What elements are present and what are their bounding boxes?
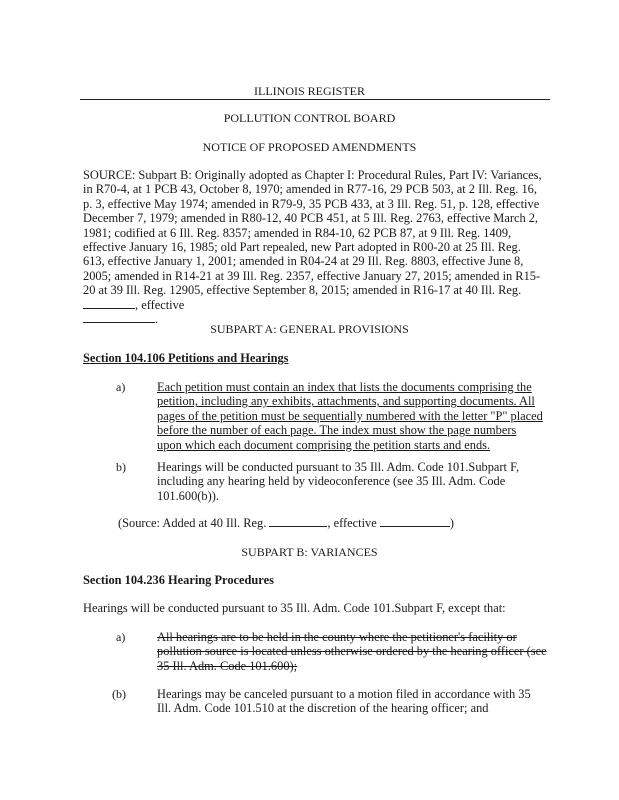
source-note-prefix: (Source: Added at 40 Ill. Reg. [118,516,267,530]
subpart-a-heading: SUBPART A: GENERAL PROVISIONS [210,322,409,336]
item-marker: a) [116,630,126,644]
source-text: SOURCE: Subpart B: Originally adopted as Chapter I: Procedural Rules, Part IV: Variances, in R70-4, at 1 PCB 43, October 8, 1970; amended in R77-16, 29 PCB 503, at 2 Ill. Reg. 16, p. 3, effective May 1974; amended in R79-9, 35 PCB 433, at 3 Ill. Reg. 51, p. 128, effective December 7, 1979; amended in R80-12, 40 PCB 451, at 5 Ill. Reg. 2763, effective March 2, 1981; codified at 6 Ill. Reg. 8357; amended in R84-10, 62 PCB 87, at 9 Ill. Reg. 1409, effective January 16, 1985; old Part repealed, new Part adopted in R00-20 at 25 Ill. Reg. 613, effective January 1, 2001; amended in R04-24 at 29 Ill. Reg. 8803, effective June 8, 2005; amended in R14-21 at 39 Ill. Reg. 2357, effective January 27, 2015; amended in R15-20 at 39 Ill. Reg. 12905, effective September 8, 2015; amended in R16-17 at 40 Ill. Reg. [83,168,542,298]
section-104-106-title: Section 104.106 Petitions and Hearings [83,351,289,365]
reg-blank [83,298,135,309]
source-note-close: ) [449,516,454,530]
board-name: POLLUTION CONTROL BOARD [223,111,396,125]
notice-title: NOTICE OF PROPOSED AMENDMENTS [202,140,417,154]
item-marker: a) [116,380,126,394]
section-104-236-title: Section 104.236 Hearing Procedures [83,573,274,587]
source-reg-blank [269,516,327,527]
source-note-effective: , effective [327,516,377,530]
source-end: . [155,312,159,327]
county-hearings-text-struck: All hearings are to be held in the county where the petitioner's facility or pollution source is located unless otherwise ordered by the hearing officer (see 35 Ill. Adm. Code 101.600); [157,630,547,673]
header-rule [80,99,550,100]
item-marker: (b) [112,687,126,701]
register-title: ILLINOIS REGISTER [254,84,365,98]
hearings-text: Hearings will be conducted pursuant to 35 Ill. Adm. Code 101.Subpart F, including any hearing held by videoconference (see 35 Ill. Adm. Code 101.600(b)). [157,460,520,503]
petition-index-text: Each petition must contain an index that lists the documents comprising the petition, including any exhibits, attachments, and supporting documents. All pages of the petition must be sequentially numbered with the letter "P" placed before the number of each page. The index must show the page numbers upon which each document comprising the petition starts and ends. [157,380,543,452]
cancel-hearings-text: Hearings may be canceled pursuant to a motion filed in accordance with 35 Ill. Adm. Code 101.510 at the discretion of the hearing officer; and [157,687,531,716]
source-date-blank [380,516,450,527]
source-note [118,516,548,530]
source-paragraph [83,168,543,326]
item-marker: b) [116,460,126,474]
subpart-b-heading: SUBPART B: VARIANCES [241,545,378,559]
source-effective: , effective [135,297,185,312]
hearing-procedures-intro: Hearings will be conducted pursuant to 35 Ill. Adm. Code 101.Subpart F, except that: [83,601,506,615]
